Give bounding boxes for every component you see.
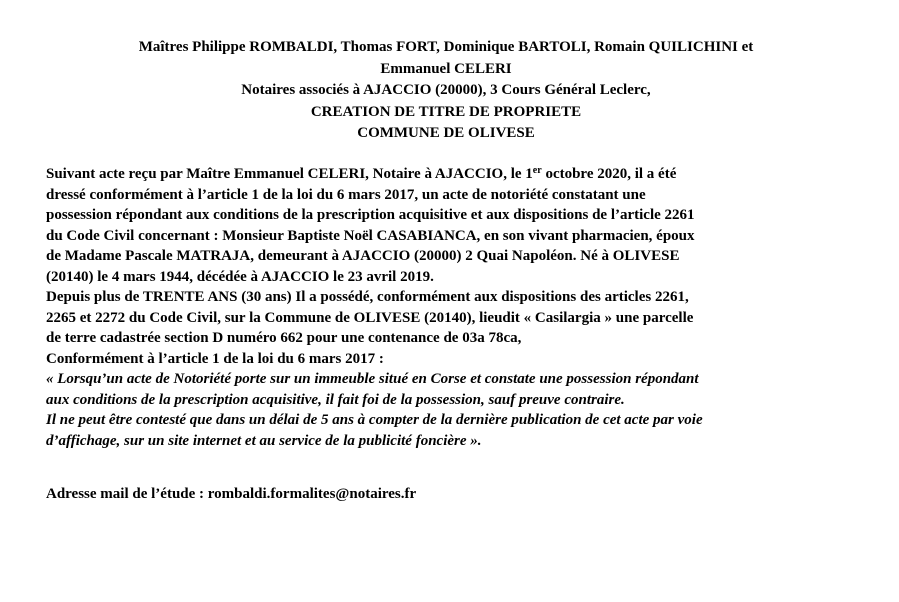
paragraph-act-line: du Code Civil concernant : Monsieur Baptiste Noël CASABIANCA, en son vivant pharmacien, époux [46, 227, 695, 244]
notice-body [46, 164, 858, 451]
header-notaries-line: Maîtres Philippe ROMBALDI, Thomas FORT, Dominique BARTOLI, Romain QUILICHINI et [138, 39, 754, 55]
law-quote-line: Il ne peut être contesté que dans un délai de 5 ans à compter de la dernière publication de cet acte par voie [46, 412, 703, 428]
paragraph-act-line: possession répondant aux conditions de la prescription acquisitive et aux dispositions de l’article 2261 [46, 207, 695, 223]
header-title: CREATION DE TITRE DE PROPRIETE [310, 103, 582, 120]
header-notaries-line-2: Emmanuel CELERI [380, 60, 512, 77]
act-text-end: octobre 2020, il a été [541, 166, 677, 182]
paragraph-act-line: de Madame Pascale MATRAJA, demeurant à AJACCIO (20000) 2 Quai Napoléon. Né à OLIVESE [46, 248, 680, 264]
law-quote-line: d’affichage, sur un site internet et au service de la publicité foncière ». [46, 432, 482, 449]
paragraph-possession-line: de terre cadastrée section D numéro 662 pour une contenance de 03a 78ca, [46, 330, 522, 346]
ordinal-superscript: er [532, 165, 542, 176]
paragraph-law-reference: Conformément à l’article 1 de la loi du 6 mars 2017 : [46, 350, 384, 367]
law-quote-line: aux conditions de la prescription acquisitive, il fait foi de la possession, sauf preuve contraire. [46, 391, 625, 408]
paragraph-possession-line: 2265 et 2272 du Code Civil, sur la Commune de OLIVESE (20140), lieudit « Casilargia » une parcelle [46, 309, 694, 326]
paragraph-possession-line: Depuis plus de TRENTE ANS (30 ans) Il a possédé, conformément aux dispositions des articles 2261, [46, 289, 689, 305]
header-address: Notaires associés à AJACCIO (20000), 3 Cours Général Leclerc, [241, 82, 651, 98]
office-email: Adresse mail de l’étude : rombaldi.formalites@notaires.fr [46, 486, 417, 502]
paragraph-act-line [46, 164, 858, 185]
notary-header [46, 37, 846, 145]
act-text-start: Suivant acte reçu par Maître Emmanuel CELERI, Notaire à AJACCIO, le 1 [46, 166, 533, 182]
paragraph-act-line: dressé conformément à l’article 1 de la loi du 6 mars 2017, un acte de notoriété constatant une [46, 186, 646, 203]
law-quote-line: « Lorsqu’un acte de Notoriété porte sur un immeuble situé en Corse et constate une possession répondant [46, 371, 699, 387]
paragraph-act-line: (20140) le 4 mars 1944, décédée à AJACCIO le 23 avril 2019. [46, 268, 434, 285]
header-commune: COMMUNE DE OLIVESE [357, 125, 535, 141]
